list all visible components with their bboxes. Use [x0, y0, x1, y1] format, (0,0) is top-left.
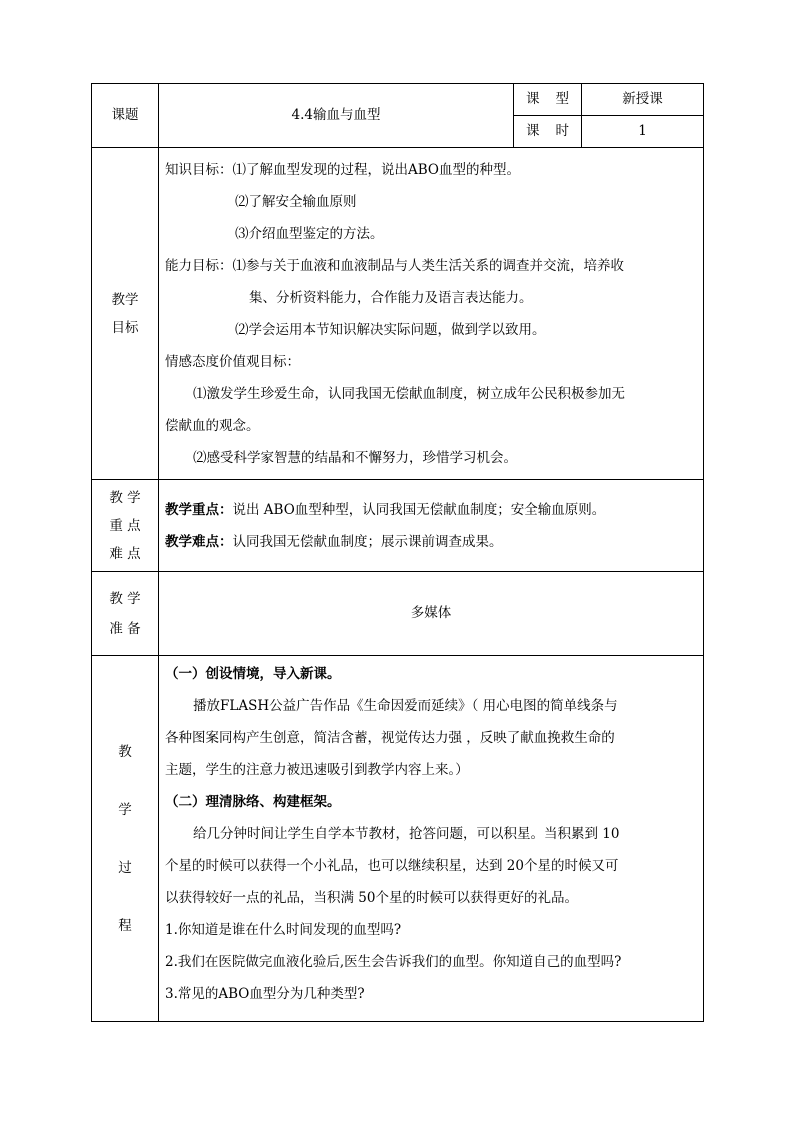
type-label [514, 84, 582, 116]
objective-line: 偿献血的观念。 [165, 418, 260, 434]
objective-line: ⑵了解安全输血原则 [235, 194, 357, 210]
type-label-char-2: 型 [555, 91, 569, 108]
question-line: 3.常见的ABO血型分为几种类型? [165, 986, 365, 1002]
section-2-line: 给几分钟时间让学生自学本节教材，抢答问题，可以积星。当积累到 10 [193, 826, 620, 842]
section-2-title: （二）理清脉络、构建框架。 [165, 794, 341, 810]
topic-label: 课题 [92, 84, 159, 148]
objective-line: 集、分析资料能力，合作能力及语言表达能力。 [249, 290, 533, 306]
question-line: 2.我们在医院做完血液化验后,医生会告诉我们的血型。你知道自己的血型吗? [165, 954, 622, 970]
objectives-label [92, 148, 159, 480]
process-label-char-2: 学 [118, 801, 132, 818]
focus-title: 教学重点： [165, 501, 233, 518]
key-points-label-line-1: 教 学 [109, 489, 141, 506]
question-line: 1.你知道是谁在什么时间发现的血型吗? [165, 922, 402, 938]
difficulty-line [165, 526, 699, 558]
process-label-char-1: 教 [118, 743, 132, 760]
process-label-char-4: 程 [118, 917, 132, 934]
section-2-line: 以获得较好一点的礼品，当积满 50个星的时候可以获得更好的礼品。 [165, 890, 578, 906]
preparation-value: 多媒体 [159, 572, 704, 656]
hours-label-char-2: 时 [555, 123, 569, 140]
objectives-content [159, 148, 704, 480]
hours-label-char-1: 课 [526, 123, 540, 140]
hours-value: 1 [582, 116, 704, 148]
difficulty-text: 认同我国无偿献血制度；展示课前调查成果。 [232, 533, 503, 550]
section-1-line: 各种图案同构产生创意，简洁含蓄，视觉传达力强 ，反映了献血挽救生命的 [165, 730, 615, 746]
process-label-char-3: 过 [118, 859, 132, 876]
key-points-label-line-2: 重 点 [109, 517, 141, 534]
preparation-label-line-1: 教 学 [109, 590, 141, 607]
objective-line: 知识目标：⑴了解血型发现的过程，说出ABO血型的种型。 [165, 162, 520, 178]
objectives-label-line-1: 教学 [111, 291, 139, 308]
type-value: 新授课 [582, 84, 704, 116]
focus-text: 说出 ABO血型种型，认同我国无偿献血制度；安全输血原则。 [232, 501, 606, 518]
process-label [92, 656, 159, 1022]
section-2-line: 个星的时候可以获得一个小礼品，也可以继续积星，达到 20个星的时候又可 [165, 858, 619, 874]
lesson-plan-table [91, 83, 704, 1022]
section-1-line: 播放FLASH公益广告作品《生命因爱而延续》（ 用心电图的简单线条与 [193, 698, 618, 714]
focus-line [165, 494, 699, 526]
hours-label [514, 116, 582, 148]
preparation-label-line-2: 准 备 [109, 620, 141, 637]
section-1-line: 主题，学生的注意力被迅速吸引到教学内容上来。） [165, 762, 469, 778]
objectives-label-line-2: 目标 [111, 319, 139, 336]
objective-line: 情感态度价值观目标： [165, 354, 300, 370]
objective-line: ⑵学会运用本节知识解决实际问题，做到学以致用。 [235, 322, 546, 338]
key-points-content [159, 480, 704, 572]
preparation-label [92, 572, 159, 656]
key-points-label-line-3: 难 点 [109, 545, 141, 562]
key-points-label [92, 480, 159, 572]
difficulty-title: 教学难点： [165, 533, 233, 550]
process-content [159, 656, 704, 1022]
objective-line: ⑴激发学生珍爱生命，认同我国无偿献血制度，树立成年公民积极参加无 [193, 386, 625, 402]
topic-value: 4.4输血与血型 [159, 84, 514, 148]
objective-line: 能力目标：⑴参与关于血液和血液制品与人类生活关系的调查并交流，培养收 [165, 258, 624, 274]
objective-line: ⑵感受科学家智慧的结晶和不懈努力，珍惜学习机会。 [193, 450, 517, 466]
objective-line: ⑶介绍血型鉴定的方法。 [235, 226, 384, 242]
section-1-title: （一）创设情境，导入新课。 [165, 666, 341, 682]
type-label-char-1: 课 [526, 91, 540, 108]
